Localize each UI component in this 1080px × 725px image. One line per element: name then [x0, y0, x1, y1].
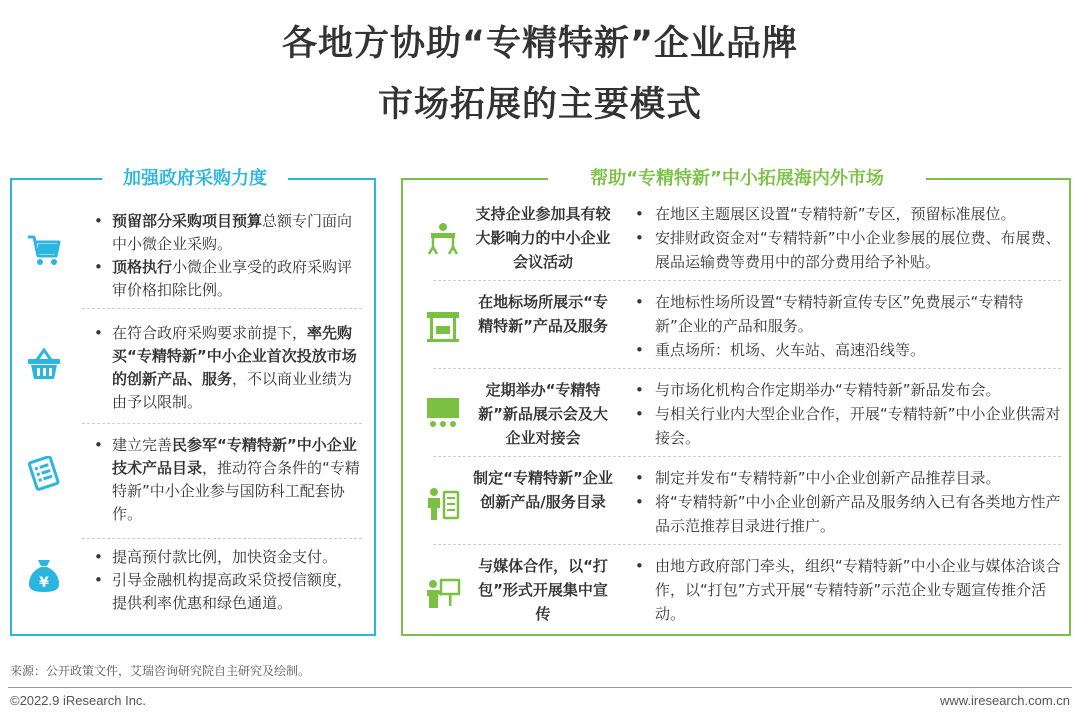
- list-item: • 在地区主题展区设置“专精特新”专区，预留标准展位。: [629, 202, 1061, 226]
- list-item: • 与市场化机构合作定期举办“专精特新”新品发布会。: [629, 378, 1061, 402]
- list-item: • 建立完善民参军“专精特新”中小企业技术产品目录，推动符合条件的“专精特新”中小企业参与国防科工配套协作。: [90, 434, 362, 526]
- presentation-screen-icon: [425, 394, 461, 430]
- list-item: • 预留部分采购项目预算总额专门面向中小微企业采购。: [90, 210, 362, 256]
- row-label: 定期举办“专精特新”新品展示会及大企业对接会: [478, 381, 608, 447]
- divider: [82, 538, 362, 539]
- list-item: • 提高预付款比例，加快资金支付。: [90, 546, 362, 569]
- list-item: • 引导金融机构提高政采贷授信额度，提供利率优惠和绿色通道。: [90, 569, 362, 615]
- list-item: • 制定并发布“专精特新”中小企业创新产品推荐目录。: [629, 466, 1061, 490]
- list-item: • 在地标性场所设置“专精特新宣传专区”免费展示“专精特新”企业的产品和服务。: [629, 290, 1061, 338]
- person-list-icon: [425, 486, 461, 522]
- meeting-icon: [425, 220, 461, 256]
- source-note: 来源：公开政策文件，艾瑞咨询研究院自主研究及绘制。: [10, 664, 311, 678]
- divider: [433, 544, 1061, 545]
- divider: [433, 280, 1061, 281]
- list-item: • 顶格执行小微企业享受的政府采购评审价格扣除比例。: [90, 256, 362, 302]
- list-item: • 在符合政府采购要求前提下，率先购买“专精特新”中小企业首次投放市场的创新产品、服务，不以商业业绩为由予以限制。: [90, 322, 362, 414]
- divider: [433, 456, 1061, 457]
- cart-icon: [26, 232, 62, 268]
- market-expansion-panel: [401, 168, 1071, 636]
- list-item: • 由地方政府部门牵头，组织“专精特新”中小企业与媒体洽谈合作，以“打包”方式开展“专精特新”示范企业专题宣传推介活动。: [629, 554, 1061, 626]
- document-list-icon: [26, 456, 62, 492]
- copyright: ©2022.9 iResearch Inc.: [10, 693, 147, 708]
- list-item: • 重点场所：机场、火车站、高速沿线等。: [629, 338, 1061, 362]
- list-item: • 安排财政资金对“专精特新”中小企业参展的展位费、布展费、展品运输费等费用中的部分费用给予补贴。: [629, 226, 1061, 274]
- row-label: 在地标场所展示“专精特新”产品及服务: [478, 293, 608, 335]
- divider: [433, 368, 1061, 369]
- government-procurement-panel: [10, 168, 376, 636]
- exhibition-booth-icon: [425, 308, 461, 344]
- left-panel-heading: 加强政府采购力度: [102, 166, 288, 192]
- svg-text:¥: ¥: [39, 575, 49, 591]
- website-link[interactable]: www.iresearch.com.cn: [939, 693, 1070, 708]
- row-label: 支持企业参加具有较大影响力的中小企业会议活动: [475, 205, 611, 271]
- person-board-icon: [425, 574, 461, 610]
- footer-divider: [8, 687, 1072, 688]
- divider: [82, 308, 362, 309]
- right-panel-heading: 帮助“专精特新”中小拓展海内外市场: [548, 166, 926, 192]
- list-item: • 与相关行业内大型企业合作，开展“专精特新”中小企业供需对接会。: [629, 402, 1061, 450]
- basket-icon: [26, 346, 62, 382]
- page-title-line2: 市场拓展的主要模式: [377, 85, 702, 125]
- page-title-line1: 各地方协助“专精特新”企业品牌: [281, 24, 798, 64]
- row-label: 与媒体合作，以“打包”形式开展集中宣传: [478, 557, 608, 623]
- row-label: 制定“专精特新”企业创新产品/服务目录: [473, 469, 613, 511]
- list-item: • 将“专精特新”中小企业创新产品及服务纳入已有各类地方性产品示范推荐目录进行推广。: [629, 490, 1061, 538]
- divider: [82, 423, 362, 424]
- money-bag-icon: [26, 558, 62, 594]
